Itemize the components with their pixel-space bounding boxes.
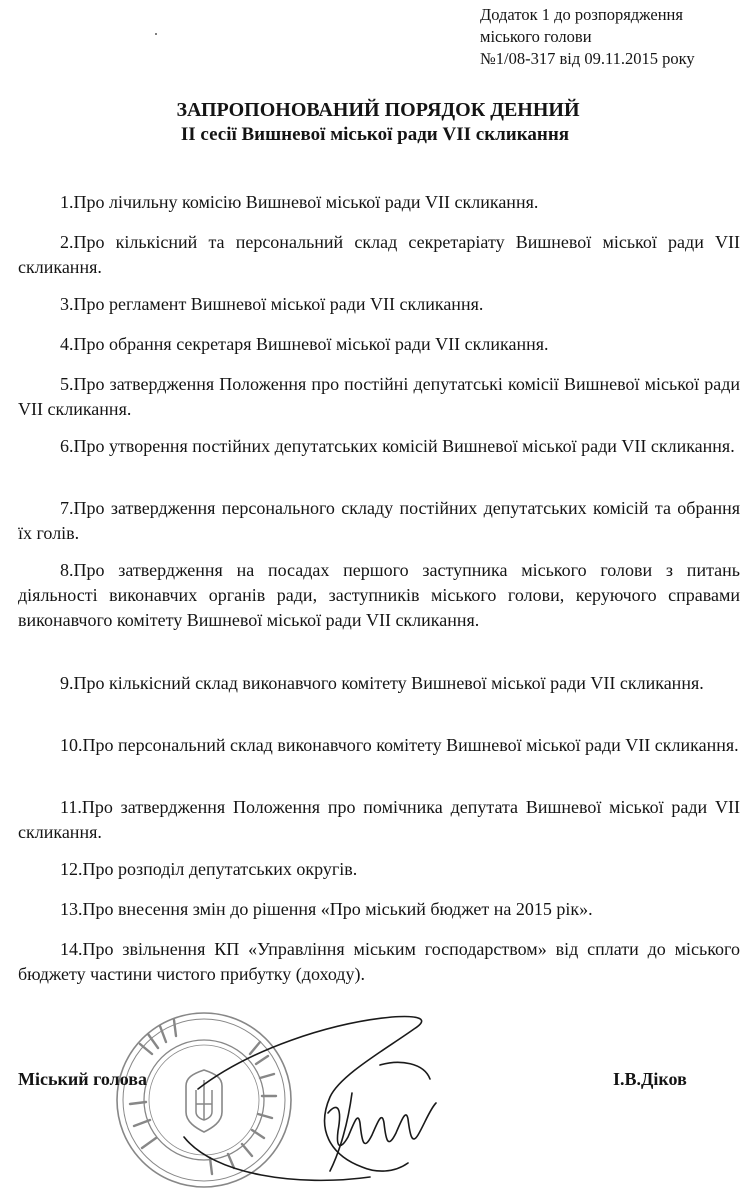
annex-line-2: міського голови	[480, 27, 592, 46]
agenda-item-1: 1.Про лічильну комісію Вишневої міської ради VII скликання.	[60, 192, 539, 212]
page-subtitle: II сесії Вишневої міської ради VII скликання	[180, 124, 570, 145]
handwritten-signature	[180, 1005, 470, 1185]
agenda-item-5: 5.Про затвердження Положення про постійні депутатські комісії Вишневої міської ради VII скликання.	[18, 374, 740, 419]
agenda-item-2: 2.Про кількісний та персональний склад секретаріату Вишневої міської ради VII скликання.	[18, 232, 740, 277]
annex-line-1: Додаток 1 до розпорядження	[480, 5, 683, 24]
annex-line-3: №1/08-317 від 09.11.2015 року	[480, 49, 695, 68]
agenda-item-6: 6.Про утворення постійних депутатських комісій Вишневої міської ради VII скликання.	[60, 436, 735, 456]
agenda-item-14: 14.Про звільнення КП «Управління міським господарством» від сплати до міського бюджету частини чистого прибутку (доходу).	[18, 939, 740, 984]
agenda-item-4: 4.Про обрання секретаря Вишневої міської ради VII скликання.	[60, 334, 549, 354]
agenda-item-12: 12.Про розподіл депутатських округів.	[60, 859, 358, 879]
agenda-item-3: 3.Про регламент Вишневої міської ради VII скликання.	[60, 294, 484, 314]
document-title	[0, 97, 750, 147]
page-title: ЗАПРОПОНОВАНИЙ ПОРЯДОК ДЕННИЙ	[176, 99, 580, 121]
agenda-item-13: 13.Про внесення змін до рішення «Про міський бюджет на 2015 рік».	[60, 899, 593, 919]
scan-speck	[155, 33, 157, 35]
agenda-item-10: 10.Про персональний склад виконавчого комітету Вишневої міської ради VII скликання.	[60, 735, 739, 755]
agenda-item-11: 11.Про затвердження Положення про помічника депутата Вишневої міської ради VII скликання.	[18, 797, 740, 842]
agenda-item-8: 8.Про затвердження на посадах першого заступника міського голови з питань діяльності виконавчих органів ради, заступників міського голови, керуючого справами виконавчого комітету Вишневої міської ради VII скликання.	[18, 560, 740, 630]
annex-note	[480, 4, 740, 70]
agenda-item-7: 7.Про затвердження персонального складу постійних депутатських комісій та обрання їх голів.	[18, 498, 740, 543]
signatory-position: Міський голова	[18, 1069, 147, 1089]
agenda-item-9: 9.Про кількісний склад виконавчого комітету Вишневої міської ради VII скликання.	[60, 673, 704, 693]
signatory-name: І.В.Діков	[613, 1069, 687, 1089]
